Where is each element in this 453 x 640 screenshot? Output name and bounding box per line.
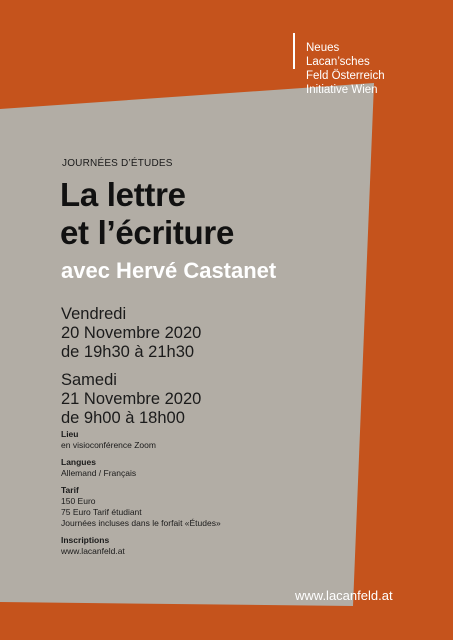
info-value: 75 Euro Tarif étudiant (61, 507, 142, 517)
info-label: Langues (61, 457, 96, 467)
info-inscriptions (61, 535, 221, 557)
logo-line: Initiative Wien (306, 84, 378, 96)
info-label: Tarif (61, 485, 79, 495)
date-day: Vendredi (61, 305, 127, 323)
footer-url: www.lacanfeld.at (295, 588, 393, 603)
title-line-2: et l’écriture (60, 214, 235, 251)
subtitle: avec Hervé Castanet (61, 258, 277, 283)
info-label: Lieu (61, 429, 79, 439)
logo-line: Feld Österreich (306, 70, 385, 82)
info-label: Inscriptions (61, 535, 110, 545)
info-value: www.lacanfeld.at (61, 546, 125, 556)
info-value: Journées incluses dans le forfait «Études» (61, 518, 221, 528)
date-block-friday (61, 305, 201, 362)
info-value: 150 Euro (61, 496, 96, 506)
date-date: 20 Novembre 2020 (61, 324, 202, 342)
logo-bar (293, 33, 295, 69)
date-block-saturday (61, 371, 201, 428)
page-title (60, 176, 234, 252)
title-line-1: La lettre (60, 176, 186, 213)
info-tarif (61, 485, 221, 529)
info-value: en visioconférence Zoom (61, 440, 156, 450)
eyebrow: JOURNÉES D’ÉTUDES (62, 158, 173, 169)
dates (61, 305, 201, 437)
date-time: de 9h00 à 18h00 (61, 409, 185, 427)
info-lieu (61, 429, 221, 451)
logo-line: Neues (306, 42, 340, 54)
date-date: 21 Novembre 2020 (61, 390, 202, 408)
date-time: de 19h30 à 21h30 (61, 343, 195, 361)
logo-line: Lacan’sches (306, 56, 370, 68)
info-langues (61, 457, 221, 479)
date-day: Samedi (61, 371, 117, 389)
info-block (61, 429, 221, 563)
info-value: Allemand / Français (61, 468, 137, 478)
logo-text (306, 41, 385, 97)
